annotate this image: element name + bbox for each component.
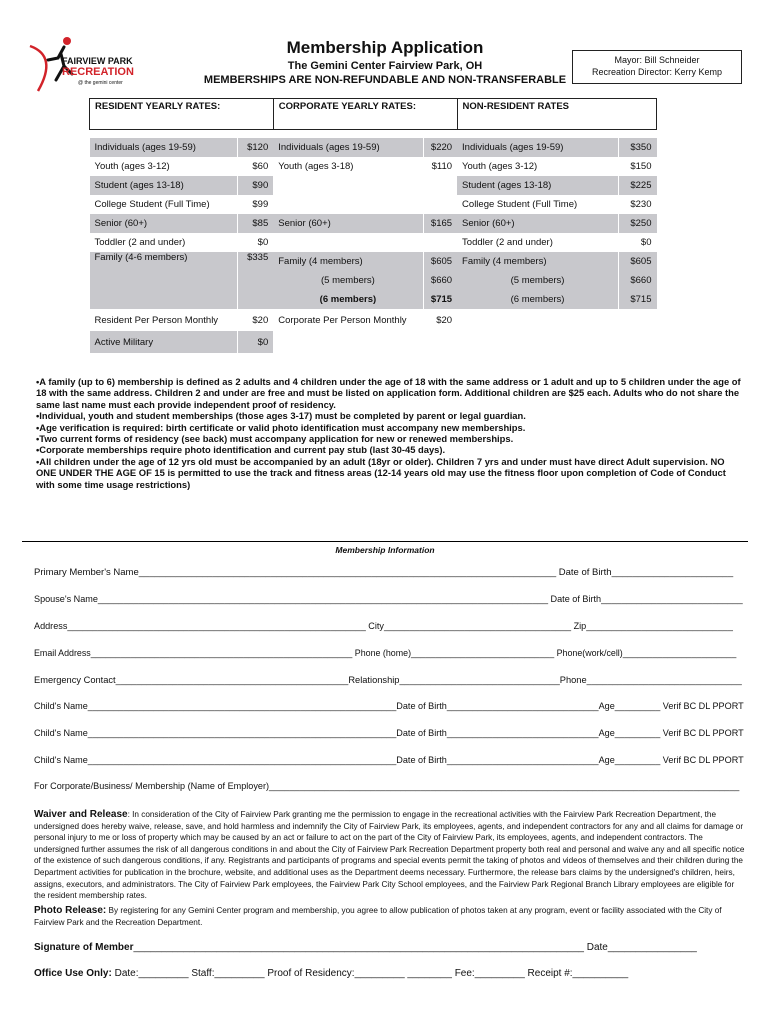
table-row (90, 214, 657, 233)
director: Recreation Director: Kerry Kemp (591, 67, 723, 77)
rate-value (423, 176, 457, 195)
rate-value: $0 (619, 233, 657, 252)
child-2-field[interactable]: Child's Name_____________________________________________________________Date of Birth______________________________Age_________ Verif BC DL PPORT (34, 728, 744, 738)
bullet-icon: • (36, 455, 40, 467)
bullet-icon: • (36, 433, 40, 445)
bullet-icon: • (36, 444, 40, 456)
rate-label: Senior (60+) (273, 214, 423, 233)
rate-value: $660 (423, 271, 457, 290)
employer-field[interactable]: For Corporate/Business/ Membership (Name of Employer)_____________________________________________________________________________________________ (34, 781, 740, 791)
table-row (90, 176, 657, 195)
rate-label: Toddler (2 and under) (462, 237, 553, 248)
photo-release (34, 905, 746, 928)
subtitle: The Gemini Center Fairview Park, OH (287, 60, 483, 72)
rate-label: (6 members) (273, 290, 423, 309)
rates-table (89, 98, 657, 353)
rate-label: Family (4-6 members) (90, 252, 238, 271)
rate-value (619, 331, 657, 353)
bullet-icon: • (36, 421, 40, 433)
email-field[interactable]: Email Address_____________________________________________________ Phone (home)_____________________________ Phone(work/cell)_______________________ (34, 648, 737, 658)
rate-value: $350 (619, 138, 657, 157)
officials-box (572, 50, 742, 84)
signature-row[interactable] (34, 942, 697, 953)
rate-value (423, 233, 457, 252)
child-1-field[interactable]: Child's Name_____________________________________________________________Date of Birth______________________________Age_________ Verif BC DL PPORT (34, 701, 744, 711)
rate-value: $605 (619, 252, 657, 271)
corporate-rates-header: CORPORATE YEARLY RATES: (273, 99, 457, 130)
rate-value: $0 (237, 331, 273, 353)
rate-label (273, 176, 423, 195)
nonresident-rates-header: NON-RESIDENT RATES (457, 99, 656, 130)
rate-label: Family (4 members) (273, 252, 423, 271)
table-row (90, 233, 657, 252)
table-row (90, 290, 657, 309)
non-refundable-notice: MEMBERSHIPS ARE NON-REFUNDABLE AND NON-TRANSFERABLE (203, 74, 567, 86)
rate-value: $90 (237, 176, 273, 195)
rates-header-row (90, 99, 657, 130)
rate-value: $120 (237, 138, 273, 157)
bullet-icon: • (36, 410, 40, 422)
rate-label (273, 233, 423, 252)
rate-value: $60 (237, 157, 273, 176)
rate-value: $99 (237, 195, 273, 214)
rate-label: Senior (60+) (457, 214, 619, 233)
section-divider (22, 541, 748, 542)
rate-value (423, 195, 457, 214)
table-row (90, 252, 657, 271)
signature-line[interactable]: _________________________________________________________________________________ Date________________ (133, 942, 697, 953)
logo-line1: FAIRVIEW PARK (62, 56, 133, 66)
note-item: •Individual, youth and student memberships (those ages 3-17) must be completed by parent or legal guardian. (36, 410, 526, 422)
rate-value: $20 (237, 309, 273, 331)
rate-label: College Student (Full Time) (94, 199, 210, 210)
rate-label (273, 195, 423, 214)
note-item: •Two current forms of residency (see back) must accompany application for new or renewed memberships. (36, 433, 514, 445)
page-title: Membership Application (286, 38, 484, 57)
rate-value (619, 309, 657, 331)
table-row (90, 157, 657, 176)
rate-label: Youth (ages 3-12) (462, 161, 538, 172)
rate-value: $165 (423, 214, 457, 233)
table-row (90, 331, 657, 353)
rate-label: Active Military (90, 331, 238, 353)
rate-label: Senior (60+) (90, 214, 238, 233)
rate-value: $225 (619, 176, 657, 195)
rate-label: (6 members) (457, 290, 619, 309)
rate-label: Youth (ages 3-18) (278, 161, 354, 172)
rate-label (457, 309, 619, 331)
office-use-label: Office Use Only: (34, 968, 112, 979)
bullet-icon: • (36, 376, 40, 387)
membership-notes (36, 376, 746, 490)
rate-value: $20 (423, 309, 457, 331)
note-item: •A family (up to 6) membership is defined as 2 adults and 4 children under the age of 18 with the same address or 1 adult and up to 5 children under the age of 18 with the same address. Children 2 and under are free and must be listed on application form. Additional children are $25 each. Adults who do not share the same last name must each provide independent proof of residency. (36, 376, 741, 410)
rate-label: Family (4 members) (457, 252, 619, 271)
table-row (90, 309, 657, 331)
note-item: •Corporate memberships require photo identification and current pay stub (last 30-45 days). (36, 444, 446, 456)
rate-value (423, 331, 457, 353)
office-use-row (34, 968, 628, 979)
note-item: •Age verification is required: birth certificate or valid photo identification must accompany new memberships. (36, 421, 526, 433)
table-row (90, 195, 657, 214)
spouse-field[interactable]: Spouse's Name_________________________________________________________________________________________ Date of Birth____________________________ (34, 594, 743, 604)
rate-value (237, 290, 273, 309)
rate-label: Individuals (ages 19-59) (273, 138, 423, 157)
rate-label: (5 members) (273, 271, 423, 290)
office-use-fields: Date:_________ Staff:_________ Proof of Residency:_________ ________ Fee:_________ Receipt #:__________ (111, 968, 629, 979)
rate-value (237, 271, 273, 290)
rate-label (457, 331, 619, 353)
waiver-release (34, 809, 746, 902)
rate-value: $715 (423, 290, 457, 309)
rate-label: Individuals (ages 19-59) (457, 138, 619, 157)
table-row (90, 138, 657, 157)
rate-value: $110 (423, 157, 457, 176)
membership-info-title: Membership Information (335, 545, 435, 555)
table-row (90, 271, 657, 290)
rate-value: $335 (237, 252, 273, 271)
rate-value: $660 (619, 271, 657, 290)
rate-value: $230 (619, 195, 657, 214)
mayor: Mayor: Bill Schneider (614, 55, 700, 65)
rate-label (90, 290, 238, 309)
rate-label (90, 271, 238, 290)
emergency-contact-field[interactable]: Emergency Contact_____________________________________________Relationship_______________________________Phone______________________________ (34, 675, 742, 685)
rate-label: Individuals (ages 19-59) (90, 138, 238, 157)
waiver-label: Waiver and Release (34, 809, 128, 820)
rate-label: Student (ages 13-18) (457, 176, 619, 195)
rate-label: Student (ages 13-18) (90, 176, 238, 195)
rate-value: $0 (237, 233, 273, 252)
rate-value: $250 (619, 214, 657, 233)
rate-label: College Student (Full Time) (462, 199, 578, 210)
rate-label: (5 members) (457, 271, 619, 290)
logo-line2: RECREATION (62, 66, 134, 78)
rate-label: Resident Per Person Monthly (94, 314, 219, 326)
photo-release-label: Photo Release: (34, 905, 107, 916)
note-item: •All children under the age of 12 yrs old must be accompanied by an adult (18yr or older). Children 7 yrs and under must have direct Adult supervision. NO ONE UNDER THE AGE OF 15 is permitted to use the track and fitness areas (12-14 years old may use the fitness floor upon completion of Code of Conduct with some time usage restrictions) (36, 455, 726, 490)
rate-value: $220 (423, 138, 457, 157)
rate-label: Corporate Per Person Monthly (278, 314, 407, 326)
primary-member-field[interactable]: Primary Member's Name_______________________________________________________________________________ Date of Birth_______________________ (34, 567, 734, 578)
waiver-text: : In consideration of the City of Fairview Park granting me the permission to engage in the recreational activities with the Fairview Park Recreation Department, the undersigned does hereby waive, release, save, and hold harmless and indemnify the City of Fairview Park, its employees, agents, and independent contractors for any and all claims for damage or personal injury to me or loss of property which may be caused by an act or failure to act on the part of the City of Fairview Park, its employees, agents, and independent contractors. The undersigned further assumes the risk of all dangerous conditions in and about the City of Fairview Park Recreation Department property both real and personal and waive any and all specific notice of the existence of such dangerous conditions, if any. Registrants and participants of programs and special events permit the taking of photos and videos of themselves and their children during the Department activities for publication in the brochure, website, and additional uses as the Department deems necessary. Furthermore, the release bars claims by the undersigned's children, heirs, assigns, executors, and administrators. The City of Fairview Park employees, the Fairview Park City School employees, and the Fairview Park Regional Branch Library employees are eligible for the resident membership rates. (34, 810, 745, 901)
photo-release-text: By registering for any Gemini Center program and membership, you agree to allow publication of photos taken at any program, event or facility associated with the City of Fairview Park and the Recreation Department. (34, 906, 722, 927)
resident-rates-header: RESIDENT YEARLY RATES: (90, 99, 274, 130)
signature-label: Signature of Member (34, 942, 134, 953)
rate-label: Toddler (2 and under) (94, 237, 186, 248)
rate-label: Youth (ages 3-12) (94, 161, 170, 172)
rate-value: $605 (423, 252, 457, 271)
address-field[interactable]: Address___________________________________________________________ City_____________________________________ Zip_____________________________ (34, 621, 733, 631)
rate-value: $150 (619, 157, 657, 176)
child-3-field[interactable]: Child's Name_____________________________________________________________Date of Birth______________________________Age_________ Verif BC DL PPORT (34, 755, 744, 765)
rate-value: $715 (619, 290, 657, 309)
rate-label (273, 331, 423, 353)
rate-value: $85 (237, 214, 273, 233)
logo-line3: @ the gemini center (78, 80, 123, 86)
